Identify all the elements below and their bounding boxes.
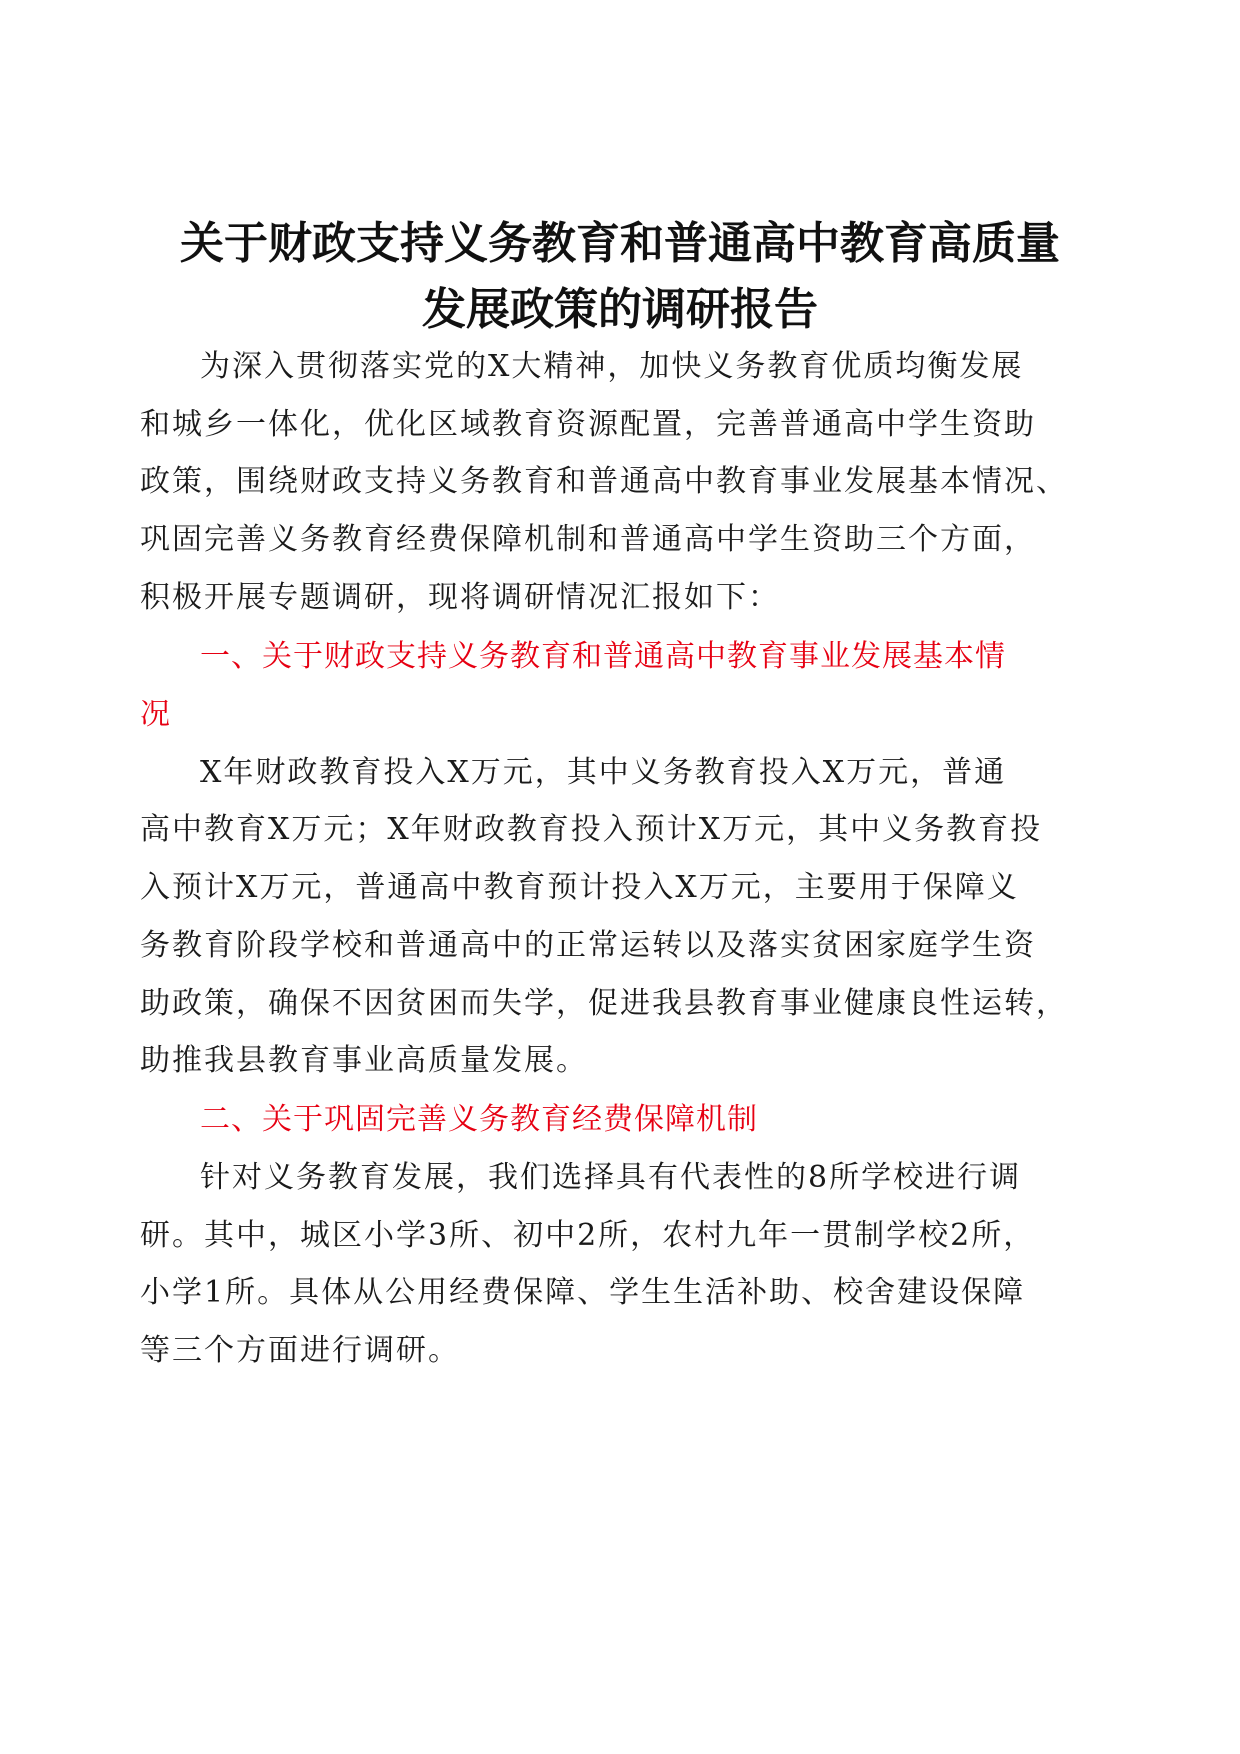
title-line-1: 关于财政支持义务教育和普通高中教育高质量 bbox=[180, 218, 1060, 269]
section-1-heading-cont: 况 bbox=[140, 697, 171, 732]
intro-line: 积极开展专题调研，现将调研情况汇报如下： bbox=[140, 580, 780, 615]
section-1-line: 入预计X万元，普通高中教育预计投入X万元，主要用于保障义 bbox=[140, 870, 1019, 905]
section-1-line: 助推我县教育事业高质量发展。 bbox=[140, 1043, 588, 1078]
section-2-line: 等三个方面进行调研。 bbox=[140, 1333, 460, 1368]
title-line-2: 发展政策的调研报告 bbox=[422, 284, 818, 335]
section-1-line: 高中教育X万元；X年财政教育投入预计X万元，其中义务教育投 bbox=[140, 812, 1043, 847]
intro-line: 为深入贯彻落实党的X大精神，加快义务教育优质均衡发展 bbox=[200, 349, 1024, 384]
section-1-heading: 一、关于财政支持义务教育和普通高中教育事业发展基本情 bbox=[200, 639, 1006, 674]
intro-line: 巩固完善义务教育经费保障机制和普通高中学生资助三个方面， bbox=[140, 522, 1036, 557]
section-2-line: 研。其中，城区小学3所、初中2所，农村九年一贯制学校2所， bbox=[140, 1218, 1036, 1253]
intro-line: 和城乡一体化，优化区域教育资源配置，完善普通高中学生资助 bbox=[140, 407, 1036, 442]
section-1-line: 助政策，确保不因贫困而失学，促进我县教育事业健康良性运转， bbox=[140, 986, 1068, 1021]
section-2-heading: 二、关于巩固完善义务教育经费保障机制 bbox=[200, 1102, 758, 1137]
section-1-line: 务教育阶段学校和普通高中的正常运转以及落实贫困家庭学生资 bbox=[140, 928, 1036, 963]
section-1-line: X年财政教育投入X万元，其中义务教育投入X万元，普通 bbox=[200, 755, 1007, 790]
section-2-line: 小学1所。具体从公用经费保障、学生生活补助、校舍建设保障 bbox=[140, 1275, 1026, 1310]
intro-line: 政策，围绕财政支持义务教育和普通高中教育事业发展基本情况、 bbox=[140, 464, 1068, 499]
section-2-line: 针对义务教育发展，我们选择具有代表性的8所学校进行调 bbox=[200, 1160, 1022, 1195]
